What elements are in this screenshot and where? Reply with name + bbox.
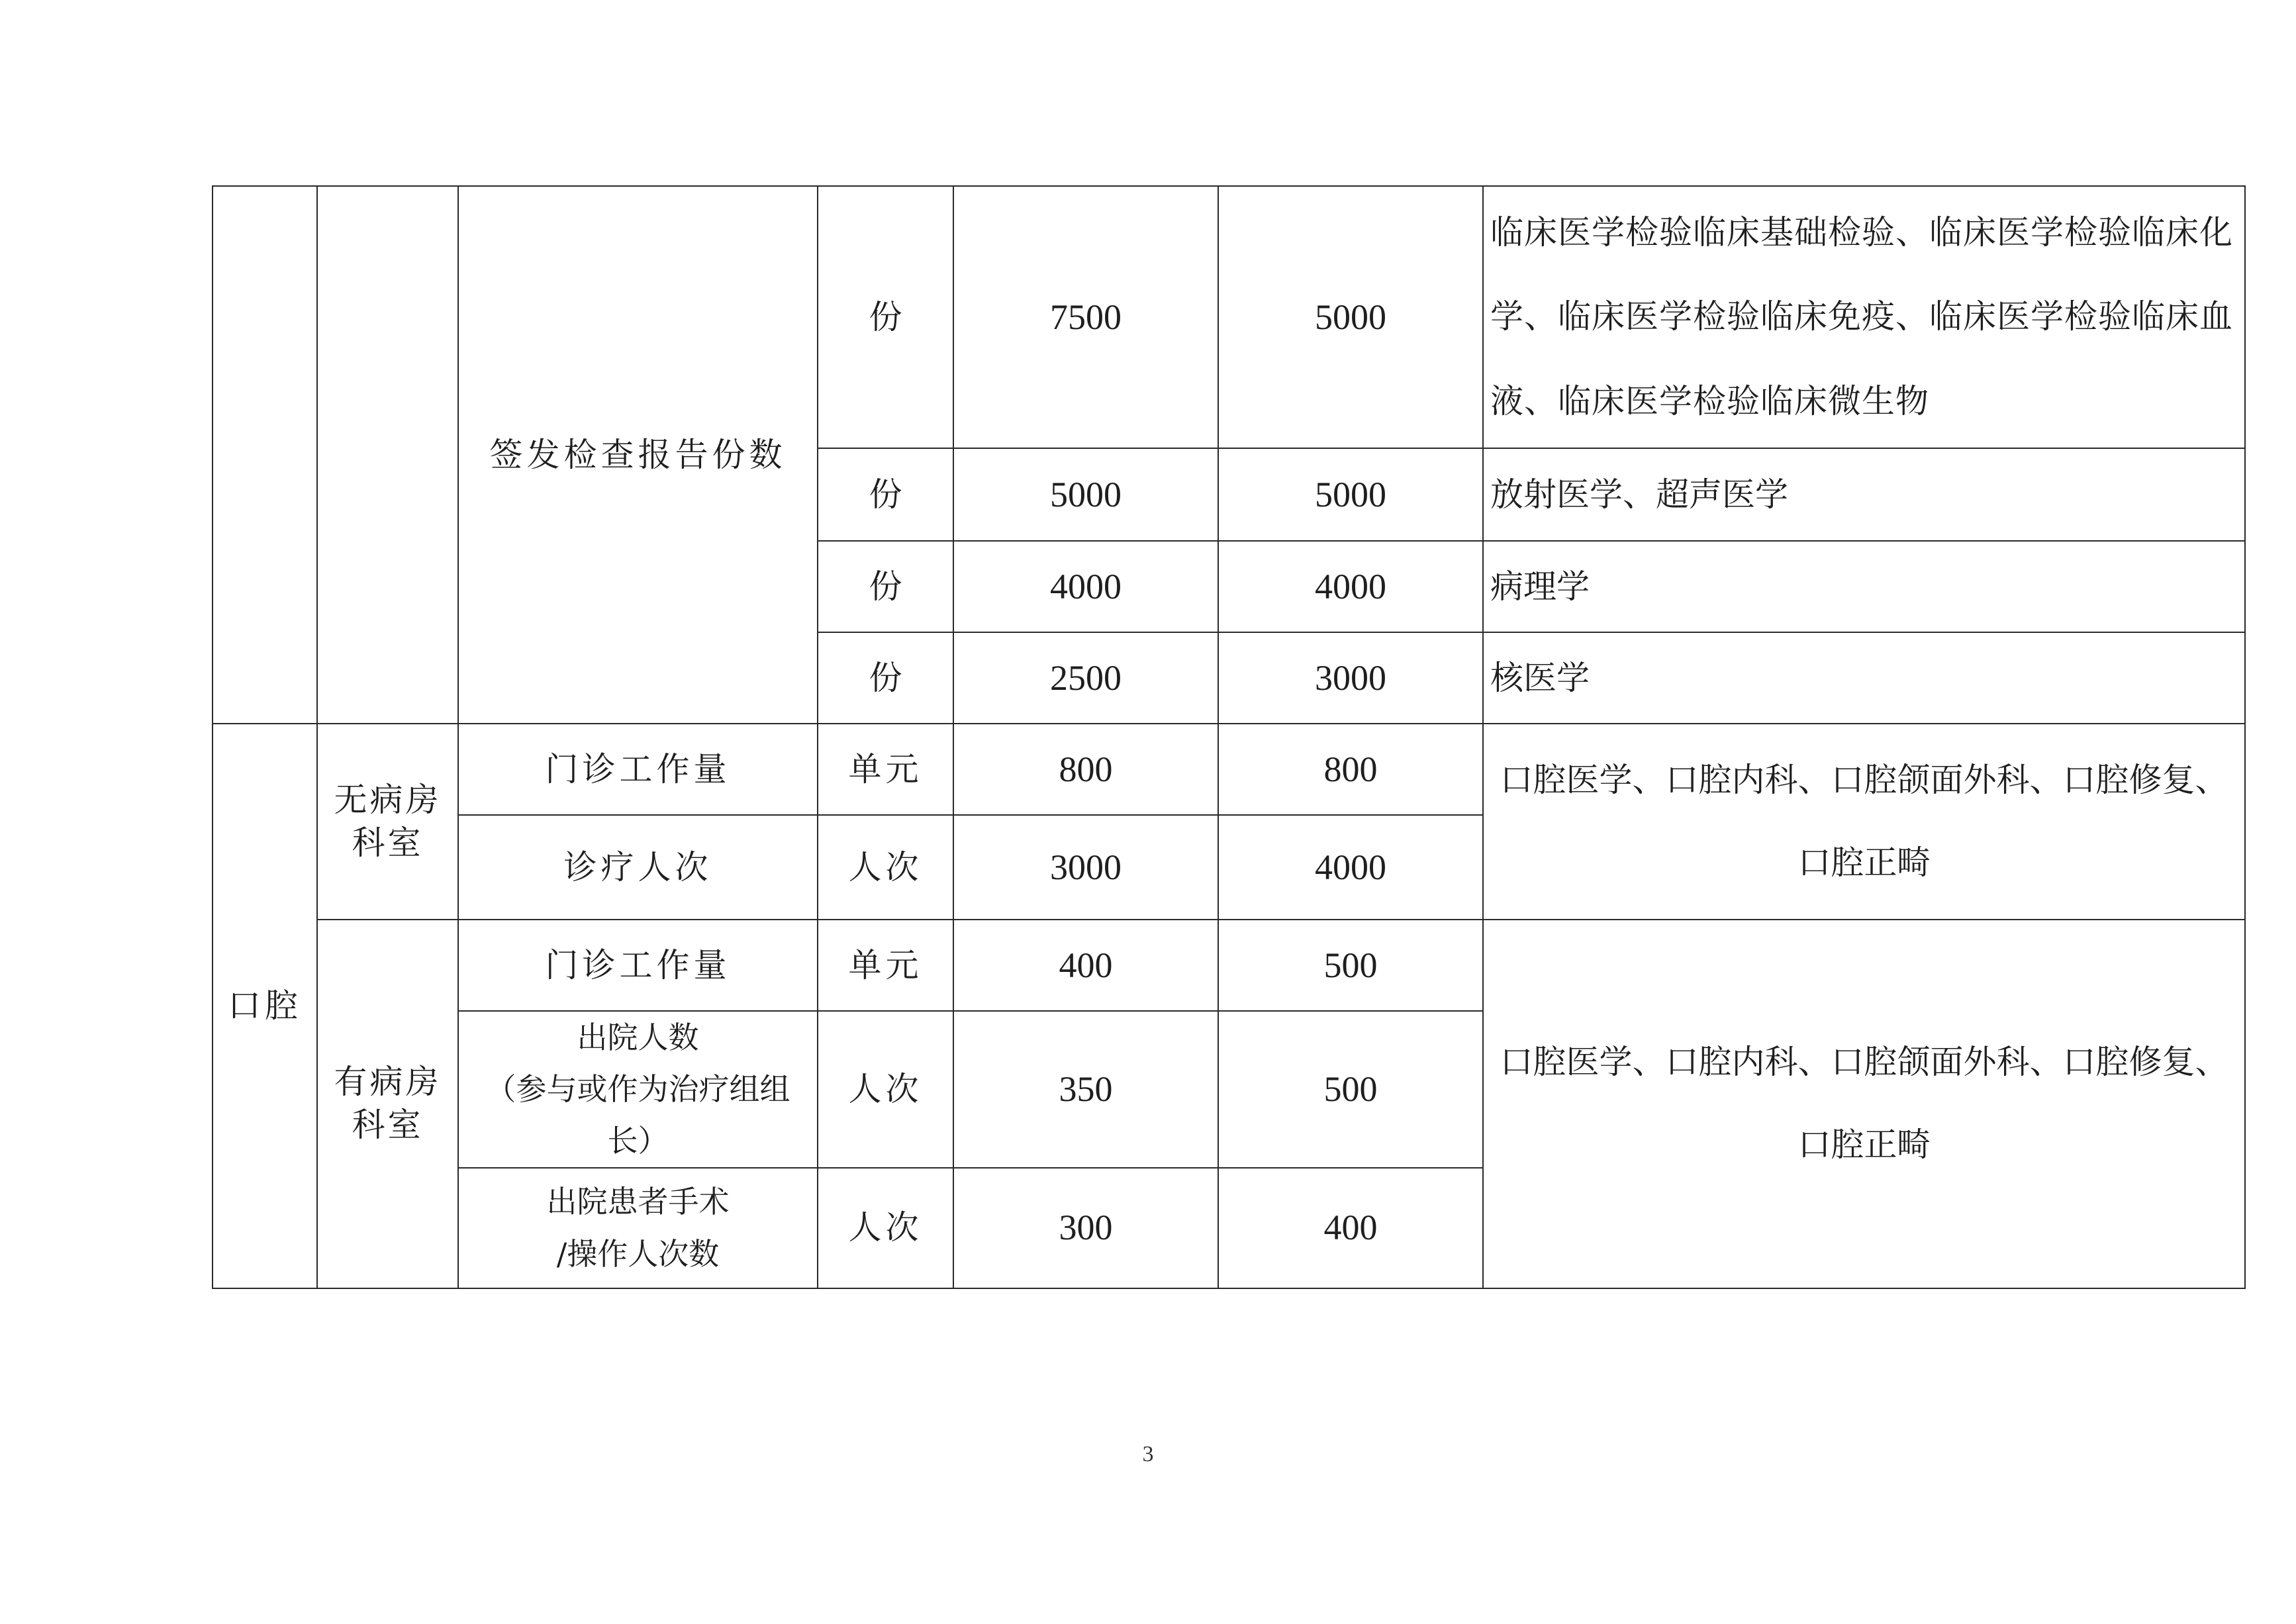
item-cell: 签发检查报告份数 — [458, 186, 818, 724]
note-line: 口腔正畸 — [1797, 1125, 1931, 1165]
table-row — [213, 186, 2245, 448]
item-line: 出院人数 — [577, 1020, 699, 1055]
subcategory-line: 无病房 — [334, 781, 442, 819]
note-line: 口腔医学、口腔内科、口腔颌面外科、口腔修复、 — [1500, 1043, 2228, 1082]
unit-cell: 份 — [818, 541, 953, 632]
value2-cell: 4000 — [1218, 541, 1483, 632]
value2-cell: 400 — [1218, 1168, 1483, 1288]
value2-cell: 5000 — [1218, 186, 1483, 448]
item-line: （参与或作为治疗组组长） — [485, 1071, 790, 1159]
subcategory-cell — [317, 920, 458, 1288]
subcategory-line: 有病房 — [334, 1063, 442, 1102]
value1-cell: 7500 — [953, 186, 1218, 448]
note-line: 口腔正畸 — [1797, 843, 1931, 882]
value2-cell: 4000 — [1218, 815, 1483, 920]
subcategory-cell — [317, 724, 458, 920]
page-number: 3 — [1142, 1442, 1154, 1466]
specialty-note-cell: 放射医学、超声医学 — [1483, 448, 2245, 541]
unit-cell: 单元 — [818, 724, 953, 815]
value1-cell: 400 — [953, 920, 1218, 1011]
value2-cell: 500 — [1218, 920, 1483, 1011]
unit-cell: 单元 — [818, 920, 953, 1011]
unit-cell: 份 — [818, 448, 953, 541]
value1-cell: 5000 — [953, 448, 1218, 541]
value2-cell: 5000 — [1218, 448, 1483, 541]
subcategory-line: 科室 — [352, 824, 424, 862]
unit-cell: 人次 — [818, 1011, 953, 1168]
table-row — [213, 920, 2245, 1011]
unit-cell: 人次 — [818, 815, 953, 920]
unit-cell: 人次 — [818, 1168, 953, 1288]
value1-cell: 300 — [953, 1168, 1218, 1288]
item-cell — [458, 1168, 818, 1288]
item-cell: 门诊工作量 — [458, 920, 818, 1011]
unit-cell: 份 — [818, 186, 953, 448]
item-cell: 门诊工作量 — [458, 724, 818, 815]
value2-cell: 500 — [1218, 1011, 1483, 1168]
item-cell — [458, 1011, 818, 1168]
value1-cell: 4000 — [953, 541, 1218, 632]
item-cell: 诊疗人次 — [458, 815, 818, 920]
specialty-note-cell: 核医学 — [1483, 632, 2245, 724]
specialty-note-cell: 病理学 — [1483, 541, 2245, 632]
value2-cell: 800 — [1218, 724, 1483, 815]
category-cell: 口腔 — [213, 724, 317, 1288]
table-row — [213, 724, 2245, 815]
value2-cell: 3000 — [1218, 632, 1483, 724]
workload-table — [212, 185, 2246, 1289]
specialty-note-cell: 临床医学检验临床基础检验、临床医学检验临床化学、临床医学检验临床免疫、临床医学检验临床血液、临床医学检验临床微生物 — [1483, 186, 2245, 448]
subcategory-line: 科室 — [352, 1106, 424, 1145]
specialty-note-cell — [1483, 920, 2245, 1288]
note-line: 口腔医学、口腔内科、口腔颌面外科、口腔修复、 — [1500, 761, 2228, 799]
category-cell-empty — [213, 186, 317, 724]
value1-cell: 2500 — [953, 632, 1218, 724]
unit-cell: 份 — [818, 632, 953, 724]
item-line: /操作人次数 — [556, 1235, 720, 1272]
specialty-note-cell — [1483, 724, 2245, 920]
value1-cell: 800 — [953, 724, 1218, 815]
value1-cell: 3000 — [953, 815, 1218, 920]
value1-cell: 350 — [953, 1011, 1218, 1168]
subcategory-cell-empty — [317, 186, 458, 724]
item-line: 出院患者手术 — [546, 1184, 730, 1220]
